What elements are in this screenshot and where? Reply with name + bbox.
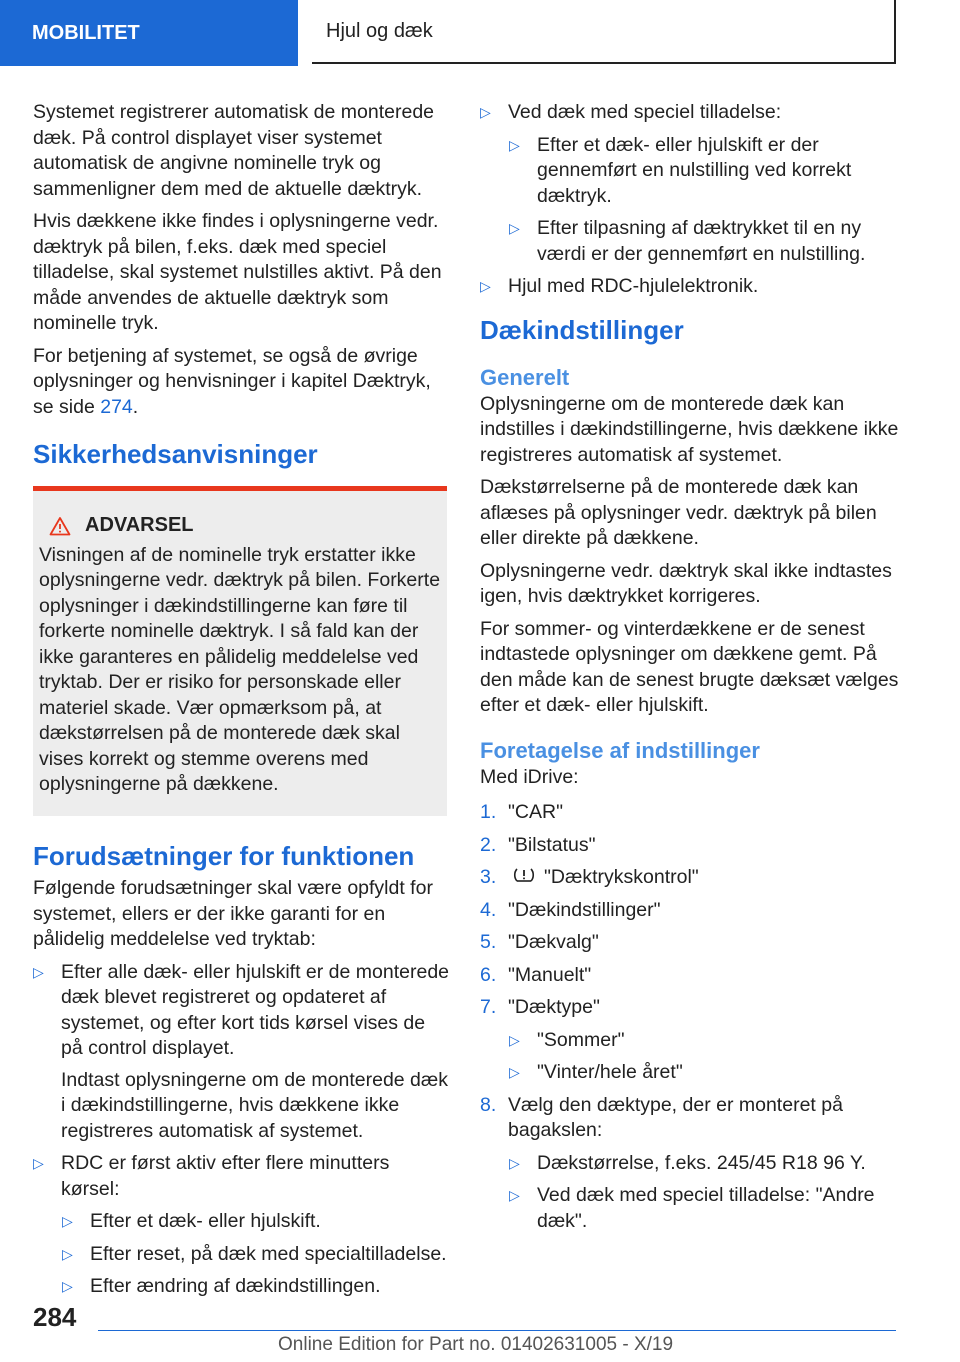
heading-prerequisites: Forudsætninger for funktionen <box>33 841 415 871</box>
left-column <box>33 100 449 470</box>
list-item-text: "Vinter/hele året" <box>537 1061 683 1083</box>
step-text: "Manuelt" <box>508 963 592 986</box>
step-text: "Dækindstillinger" <box>508 898 661 921</box>
triangle-bullet-icon: ▷ <box>509 1187 520 1203</box>
list-item-text: RDC er først aktiv efter flere minutters kørsel: <box>61 1152 390 1200</box>
list-item-text: Efter tilpasning af dæktrykket til en ny værdi er der gennemført en nulstilling. <box>537 217 866 265</box>
heading-make-settings: Foretagelse af indstillinger <box>480 737 760 763</box>
list-item <box>509 1060 900 1086</box>
list-item <box>509 133 900 210</box>
heading-tire-settings: Dækindstillinger <box>480 314 684 345</box>
warning-title-text: ADVARSEL <box>85 514 194 536</box>
step-number: 6. <box>480 963 497 986</box>
paragraph: For sommer- og vinterdækkene er de senest indtastede oplysninger om dækkene gemt. På den måde kan de senest brugte dæksæt vælges efter et dæk- eller hjulskift. <box>480 617 899 716</box>
list-item <box>62 1242 449 1268</box>
triangle-bullet-icon: ▷ <box>509 1064 520 1080</box>
list-item-text: "Sommer" <box>537 1028 625 1051</box>
list-item-text: Efter et dæk- eller hjulskift er der gennemført en nulstilling ved korrekt dæktryk. <box>537 133 852 207</box>
heading-general: Generelt <box>480 364 570 390</box>
step-text: "Dæktrykskontrol" <box>544 866 699 888</box>
section-tab <box>0 0 298 66</box>
paragraph: Oplysningerne om de monterede dæk kan indstilles i dækindstillingerne, hvis dækkene ikke registreres automatisk af systemet. <box>480 392 899 466</box>
step-item <box>480 898 900 924</box>
left-column-lower <box>33 840 449 1307</box>
list-item <box>509 1151 900 1177</box>
step-text: "CAR" <box>508 801 564 823</box>
list-item <box>62 1274 449 1300</box>
triangle-bullet-icon: ▷ <box>33 963 44 980</box>
list-item-text: Ved dæk med speciel tilladelse: <box>508 101 782 123</box>
paragraph: Med iDrive: <box>480 765 579 788</box>
triangle-bullet-icon: ▷ <box>480 104 491 120</box>
warning-triangle-icon <box>49 516 71 536</box>
step-item <box>480 1093 900 1144</box>
step-item <box>480 833 900 859</box>
step-item <box>480 930 900 956</box>
page-link[interactable]: 274 <box>100 395 133 418</box>
paragraph: For betjening af systemet, se også de øvrige oplysninger og henvisninger i kapitel Dæktryk, se side 274. <box>33 344 431 418</box>
step-text: "Bilstatus" <box>508 833 596 856</box>
list-item-text: Dækstørrelse, f.eks. 245/45 R18 96 Y. <box>537 1151 866 1174</box>
step-number: 5. <box>480 931 497 953</box>
list-item-text: Efter alle dæk- eller hjulskift er de monterede dæk blevet registreret og opdateret af systemet, og efter kort tids kørsel vises de på control displayet. <box>61 960 450 1059</box>
tire-pressure-warning-icon <box>512 865 536 887</box>
step-text: Vælg den dæktype, der er monteret på bagakslen: <box>508 1093 843 1141</box>
warning-box <box>33 486 447 816</box>
triangle-bullet-icon: ▷ <box>33 1155 44 1171</box>
paragraph: Følgende forudsætninger skal være opfyldt for systemet, ellers er der ikke garanti for en pålidelig meddelelse ved tryktab: <box>33 877 433 950</box>
heading-safety: Sikkerhedsanvisninger <box>33 439 318 469</box>
list-item-text: Indtast oplysningerne om de monterede dæk i dækindstillingerne, hvis dækkene ikke registreres automatisk af systemet. <box>61 1068 448 1142</box>
paragraph: Oplysningerne vedr. dæktryk skal ikke indtastes igen, hvis dæktrykket korrigeres. <box>480 559 892 607</box>
list-item-text: Efter reset, på dæk med specialtilladelse. <box>90 1242 447 1265</box>
step-text: "Dækvalg" <box>508 931 599 953</box>
list-item <box>509 216 900 267</box>
list-item-text: Hjul med RDC-hjulelektronik. <box>508 275 759 297</box>
topic-header <box>312 0 896 64</box>
step-number: 2. <box>480 833 497 856</box>
triangle-bullet-icon: ▷ <box>62 1213 73 1229</box>
page-number: 284 <box>33 1302 77 1332</box>
triangle-bullet-icon: ▷ <box>509 1154 520 1171</box>
warning-title <box>39 513 441 539</box>
step-number: 3. <box>480 866 497 888</box>
triangle-bullet-icon: ▷ <box>509 220 520 236</box>
list-item-text: Ved dæk med speciel tilladelse: "Andre dæk". <box>537 1184 875 1232</box>
list-item <box>62 1209 449 1235</box>
paragraph: Hvis dækkene ikke findes i oplysningerne vedr. dæktryk på bilen, f.eks. dæk med speciel tilladelse, skal systemet nulstilles aktivt. På den måde anvendes de aktuelle dæktryk som nominelle tryk. <box>33 210 442 334</box>
triangle-bullet-icon: ▷ <box>509 136 520 153</box>
triangle-bullet-icon: ▷ <box>62 1278 73 1294</box>
triangle-bullet-icon: ▷ <box>509 1031 520 1048</box>
step-number: 1. <box>480 801 497 823</box>
list-item <box>480 274 900 300</box>
paragraph-text: For betjening af systemet, se også de øvrige oplysninger og henvisninger i kapitel Dæktryk, se side <box>33 344 431 418</box>
footer-divider <box>98 1330 896 1331</box>
triangle-bullet-icon: ▷ <box>62 1245 73 1262</box>
triangle-bullet-icon: ▷ <box>480 278 491 294</box>
list-item <box>509 1183 900 1234</box>
list-item-text: Efter et dæk- eller hjulskift. <box>90 1210 321 1232</box>
step-number: 7. <box>480 996 497 1018</box>
list-item <box>33 1151 449 1202</box>
list-item <box>480 100 900 126</box>
warning-body: Visningen af de nominelle tryk erstatter ikke oplysningerne vedr. dæktryk på bilen. Forkerte oplysninger i dækindstillingerne kan føre til forkerte nominelle dæktryk. I så fald kan der ikke garanteres en pålidelig meddelelse ved tryktab. Der er risiko for personskade eller materiel skade. Vær opmærksom på, at dækstørrelsen på de monterede dæk skal vises korrekt og stemme overens med oplysningerne på dækkene. <box>39 543 441 795</box>
step-item <box>480 865 900 891</box>
step-number: 4. <box>480 898 497 921</box>
step-number: 8. <box>480 1093 497 1116</box>
footer-edition: Online Edition for Part no. 01402631005 - X/19 <box>278 1334 674 1355</box>
section-label: MOBILITET <box>32 21 140 44</box>
list-item <box>509 1028 900 1054</box>
step-item <box>480 963 900 989</box>
list-item <box>33 960 449 1145</box>
list-item-text: Efter ændring af dækindstillingen. <box>90 1275 381 1297</box>
right-column <box>480 100 900 1241</box>
topic-label: Hjul og dæk <box>326 19 433 42</box>
paragraph: Systemet registrerer automatisk de monterede dæk. På control displayet viser systemet automatisk de angivne nominelle tryk og sammenligner dem med de aktuelle dæktryk. <box>33 101 435 200</box>
step-text: "Dæktype" <box>508 996 600 1018</box>
step-item <box>480 995 900 1021</box>
step-item <box>480 800 900 826</box>
paragraph: Dækstørrelserne på de monterede dæk kan aflæses på oplysninger vedr. dæktryk på bilen eller direkte på dækkene. <box>480 476 877 549</box>
